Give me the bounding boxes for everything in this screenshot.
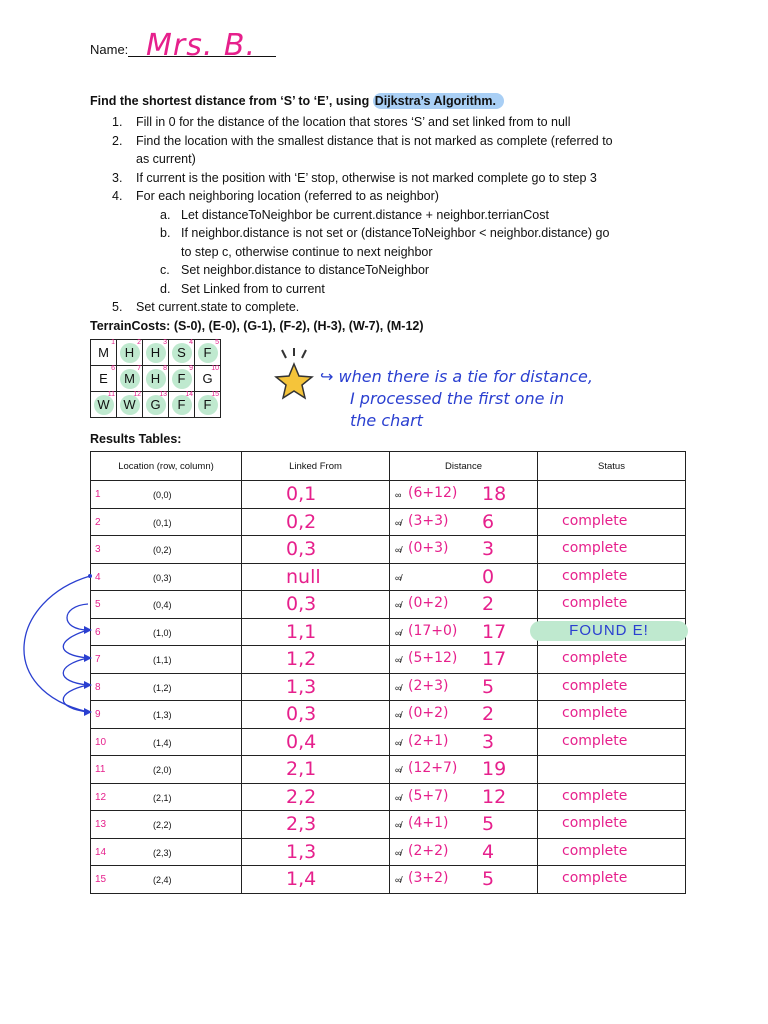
grid-row [91,366,221,392]
location-value: (2,3) [153,847,172,858]
distance-calc: (6+12) [408,485,458,501]
location-value: (2,2) [153,820,172,830]
step-number: 3. [112,170,123,185]
location-value: (2,4) [153,875,172,885]
cell-location [91,536,242,564]
status-value: complete [562,815,628,831]
grid-cell-index: 8 [163,365,167,372]
distance-value: 12 [482,785,507,808]
substep-text: Set neighbor.distance to distanceToNeighbor [181,263,430,277]
location-value: (1,1) [153,655,172,665]
distance-value: 5 [482,813,495,835]
location-value: (0,1) [153,517,172,528]
instruction-steps [112,113,672,317]
status-value: complete [562,705,628,721]
infinity-symbol: ∞̸ [395,545,402,555]
distance-value: 3 [482,538,495,560]
distance-value: 2 [482,593,495,615]
grid-cell [169,340,195,366]
cell-status[interactable] [538,481,686,509]
cell-distance[interactable] [390,701,538,729]
table-row [91,756,686,784]
linked-from-value: 1,3 [286,675,317,698]
location-value: (0,2) [153,545,172,555]
linked-from-value: 0,4 [286,730,317,753]
status-value: complete [562,567,628,584]
grid-cell-index: 3 [163,339,167,346]
distance-calc: (3+2) [408,870,449,886]
cell-distance[interactable] [390,536,538,564]
location-value: (1,2) [153,682,172,693]
infinity-symbol: ∞̸ [395,572,402,583]
name-label: Name: [90,42,129,57]
location-value: (2,0) [153,765,172,775]
note-line: when there is a tie for distance, [338,367,593,386]
grid-cell [143,340,169,366]
infinity-symbol: ∞̸ [395,655,402,665]
distance-value: 19 [482,758,507,780]
grid-cell [195,366,221,392]
cell-status[interactable] [538,508,686,536]
infinity-symbol: ∞̸ [395,517,402,528]
cell-location [91,591,242,619]
cell-location [91,728,242,756]
cell-linked-from[interactable] [242,701,390,729]
substep-text: to step c, otherwise continue to next neighbor [181,244,433,259]
cell-location [91,866,242,894]
cell-location [91,756,242,784]
cell-distance[interactable] [390,618,538,646]
row-index: 6 [95,626,101,638]
distance-calc: (12+7) [408,760,458,776]
distance-calc: (0+2) [408,705,449,721]
substep-letter: a. [160,207,171,222]
grid-cell-value: H [146,343,166,363]
star-icon [272,348,316,404]
grid-cell [195,392,221,418]
note-line: the chart [350,411,423,430]
header-status: Status [538,452,686,481]
cell-linked-from[interactable] [242,811,390,839]
status-value: complete [562,650,628,666]
location-value: (1,0) [153,627,172,638]
cell-location [91,783,242,811]
linked-from-value: 0,2 [286,510,317,533]
cell-linked-from[interactable] [242,646,390,674]
cell-linked-from[interactable] [242,508,390,536]
grid-cell-value: F [172,369,192,389]
cell-distance[interactable] [390,563,538,591]
row-index: 14 [95,846,107,858]
instructions-title [90,94,504,108]
table-row [91,591,686,619]
table-header-row [91,452,686,481]
found-e-badge: FOUND E! [530,621,688,641]
cell-distance[interactable] [390,646,538,674]
cell-status[interactable] [538,591,686,619]
linked-from-value: 0,3 [286,593,317,615]
substep-text: Let distanceToNeighbor be current.distance + neighbor.terrianCost [181,207,549,222]
step-number: 2. [112,133,123,148]
status-value: complete [562,787,628,804]
cell-location [91,646,242,674]
cell-linked-from[interactable] [242,563,390,591]
distance-value: 5 [482,675,495,698]
cell-distance[interactable] [390,673,538,701]
row-index: 3 [95,544,101,555]
infinity-symbol: ∞̸ [395,875,402,885]
grid-cell-index: 7 [137,365,141,372]
infinity-symbol: ∞̸ [395,627,402,638]
distance-value: 6 [482,510,495,533]
cell-status[interactable] [538,618,686,646]
grid-cell [91,366,117,392]
step-number: 1. [112,115,123,129]
distance-value: 3 [482,730,495,753]
row-index: 12 [95,791,107,803]
status-value: complete [562,870,628,886]
cell-location [91,618,242,646]
results-label: Results Tables: [90,432,182,446]
name-handwritten: Mrs. B. [146,28,257,63]
distance-value: 2 [482,703,495,725]
row-index: 9 [95,709,101,720]
table-row [91,811,686,839]
linked-from-value: 0,3 [286,538,317,560]
cell-location [91,563,242,591]
grid-cell-index: 10 [211,365,219,372]
cell-location [91,673,242,701]
cell-location [91,811,242,839]
cell-distance[interactable] [390,866,538,894]
grid-cell-index: 4 [189,339,193,346]
title-highlight: Dijkstra’s Algorithm. [373,93,504,109]
location-value: (0,4) [153,600,172,610]
distance-value: 4 [482,840,495,863]
infinity-symbol: ∞̸ [395,710,402,720]
grid-cell [169,392,195,418]
step-text: Find the location with the smallest distance that is not marked as complete (referred to [136,133,613,148]
table-row [91,673,686,701]
cell-status[interactable] [538,563,686,591]
cell-location [91,838,242,866]
cell-status[interactable] [538,728,686,756]
cell-location [91,481,242,509]
results-table [90,451,686,894]
infinity-symbol: ∞ [395,490,402,500]
step-text: If current is the position with ‘E’ stop, otherwise is not marked complete go to step 3 [136,170,597,185]
cell-linked-from[interactable] [242,866,390,894]
substep-letter: c. [160,263,170,277]
infinity-symbol: ∞̸ [395,792,402,803]
grid-cell-index: 15 [211,391,219,398]
table-row [91,481,686,509]
cell-linked-from[interactable] [242,728,390,756]
row-index: 8 [95,681,101,693]
status-value: complete [562,677,628,694]
grid-cell-value: S [172,343,192,363]
cell-status[interactable] [538,536,686,564]
location-value: (0,0) [153,490,172,500]
linked-from-value: 1,1 [286,620,317,643]
grid-cell-index: 9 [189,365,193,372]
grid-cell [143,392,169,418]
step-text: For each neighboring location (referred to as neighbor) [136,189,439,203]
infinity-symbol: ∞̸ [395,765,402,775]
cell-linked-from[interactable] [242,838,390,866]
distance-calc: (0+3) [408,540,449,556]
cell-location [91,701,242,729]
grid-cell [117,392,143,418]
header-location: Location (row, column) [91,452,242,481]
grid-cell-value: E [99,371,108,386]
cell-status[interactable] [538,673,686,701]
note-line: I processed the first one in [350,389,565,408]
substep-letter: b. [160,226,171,240]
distance-value: 18 [482,483,507,505]
row-index: 1 [95,489,101,500]
substep-letter: d. [160,281,171,296]
cell-linked-from[interactable] [242,756,390,784]
cell-status[interactable] [538,811,686,839]
linked-from-value: 2,2 [286,785,317,808]
grid-row [91,340,221,366]
substep-text: Set Linked from to current [181,281,325,296]
distance-calc: (4+1) [408,815,449,831]
table-row [91,508,686,536]
linked-from-value: 2,3 [286,813,317,835]
distance-calc: (17+0) [408,622,458,639]
cell-linked-from[interactable] [242,783,390,811]
linked-arrows [0,560,100,730]
cell-status[interactable] [538,838,686,866]
location-value: (2,1) [153,792,172,803]
infinity-symbol: ∞̸ [395,820,402,830]
terrain-costs: TerrainCosts: (S-0), (E-0), (G-1), (F-2), (H-3), (W-7), (M-12) [90,319,424,333]
grid-cell-value: G [202,371,213,386]
cell-status[interactable] [538,783,686,811]
grid-cell-value: F [198,343,218,363]
cell-distance[interactable] [390,591,538,619]
table-row [91,701,686,729]
table-row [91,536,686,564]
distance-calc: (5+12) [408,650,458,666]
location-value: (1,4) [153,737,172,748]
cell-distance[interactable] [390,728,538,756]
location-value: (1,3) [153,710,172,720]
grid-cell-index: 1 [111,339,115,346]
linked-from-value: 2,1 [286,758,317,780]
status-value: complete [562,842,628,859]
cell-linked-from[interactable] [242,481,390,509]
row-index: 11 [95,764,106,775]
cell-distance[interactable] [390,508,538,536]
grid-cell-value: G [146,395,166,415]
linked-from-value: null [286,565,321,588]
table-row [91,618,686,646]
distance-value: 17 [482,648,507,670]
cell-distance[interactable] [390,481,538,509]
infinity-symbol: ∞̸ [395,682,402,693]
row-index: 4 [95,571,101,583]
cell-status[interactable] [538,701,686,729]
table-row [91,563,686,591]
distance-calc: (2+1) [408,732,449,749]
linked-from-value: 0,1 [286,483,317,505]
grid-cell-value: F [198,395,218,415]
status-value: complete [562,595,628,611]
step-number: 5. [112,300,123,314]
row-index: 15 [95,874,107,885]
linked-from-value: 1,3 [286,840,317,863]
terrain-grid [90,339,221,418]
distance-calc: (0+2) [408,595,449,611]
cell-location [91,508,242,536]
distance-value: 0 [482,565,495,588]
row-index: 5 [95,599,101,610]
grid-cell [91,392,117,418]
step-text: as current) [136,152,196,166]
cell-linked-from[interactable] [242,673,390,701]
row-index: 10 [95,736,107,748]
row-index: 2 [95,516,101,528]
distance-calc: (2+2) [408,842,449,859]
cell-distance[interactable] [390,756,538,784]
cell-status[interactable] [538,866,686,894]
location-value: (0,3) [153,572,172,583]
grid-cell-value: F [172,395,192,415]
grid-cell-value: M [98,345,109,360]
linked-from-value: 1,4 [286,868,317,890]
table-row [91,866,686,894]
grid-cell [91,340,117,366]
grid-cell [195,340,221,366]
distance-calc: (2+3) [408,677,449,694]
infinity-symbol: ∞̸ [395,600,402,610]
header-distance: Distance [390,452,538,481]
cell-linked-from[interactable] [242,618,390,646]
row-index: 13 [95,819,107,830]
tie-note [320,366,680,432]
linked-from-value: 1,2 [286,648,317,670]
infinity-symbol: ∞̸ [395,737,402,748]
cell-linked-from[interactable] [242,536,390,564]
grid-cell-index: 2 [137,339,141,346]
substep-text: If neighbor.distance is not set or (distanceToNeighbor < neighbor.distance) go [181,226,610,240]
cell-distance[interactable] [390,811,538,839]
linked-from-value: 0,3 [286,703,317,725]
grid-cell [143,366,169,392]
grid-cell-value: H [146,369,166,389]
grid-cell-index: 6 [111,365,115,372]
grid-cell-value: H [120,343,140,363]
step-text: Set current.state to complete. [136,300,300,314]
grid-cell-value: M [120,369,140,389]
distance-calc: (3+3) [408,512,449,529]
arrow-icon: ↪ [320,367,339,386]
grid-cell-index: 5 [215,339,219,346]
step-number: 4. [112,189,123,203]
grid-cell-value: W [94,395,114,415]
grid-cell [169,366,195,392]
table-row [91,646,686,674]
title-text: Find the shortest distance from ‘S’ to ‘E’, using [90,94,373,108]
grid-cell-index: 12 [133,391,141,398]
grid-cell [117,340,143,366]
infinity-symbol: ∞̸ [395,847,402,858]
grid-cell-value: W [120,395,140,415]
header-linked-from: Linked From [242,452,390,481]
distance-calc: (5+7) [408,787,449,804]
table-row [91,783,686,811]
distance-value: 5 [482,868,495,890]
table-row [91,838,686,866]
step-text: Fill in 0 for the distance of the location that stores ‘S’ and set linked from to null [136,115,571,129]
grid-cell-index: 14 [185,391,193,398]
cell-status[interactable] [538,756,686,784]
grid-cell-index: 11 [107,391,115,398]
cell-linked-from[interactable] [242,591,390,619]
grid-cell-index: 13 [159,391,167,398]
distance-value: 17 [482,620,507,643]
grid-cell [117,366,143,392]
status-value: complete [562,512,628,529]
row-index: 7 [95,654,101,665]
status-value: complete [562,540,628,556]
cell-status[interactable] [538,646,686,674]
table-row [91,728,686,756]
grid-row [91,392,221,418]
cell-distance[interactable] [390,783,538,811]
status-value: complete [562,732,628,749]
cell-distance[interactable] [390,838,538,866]
